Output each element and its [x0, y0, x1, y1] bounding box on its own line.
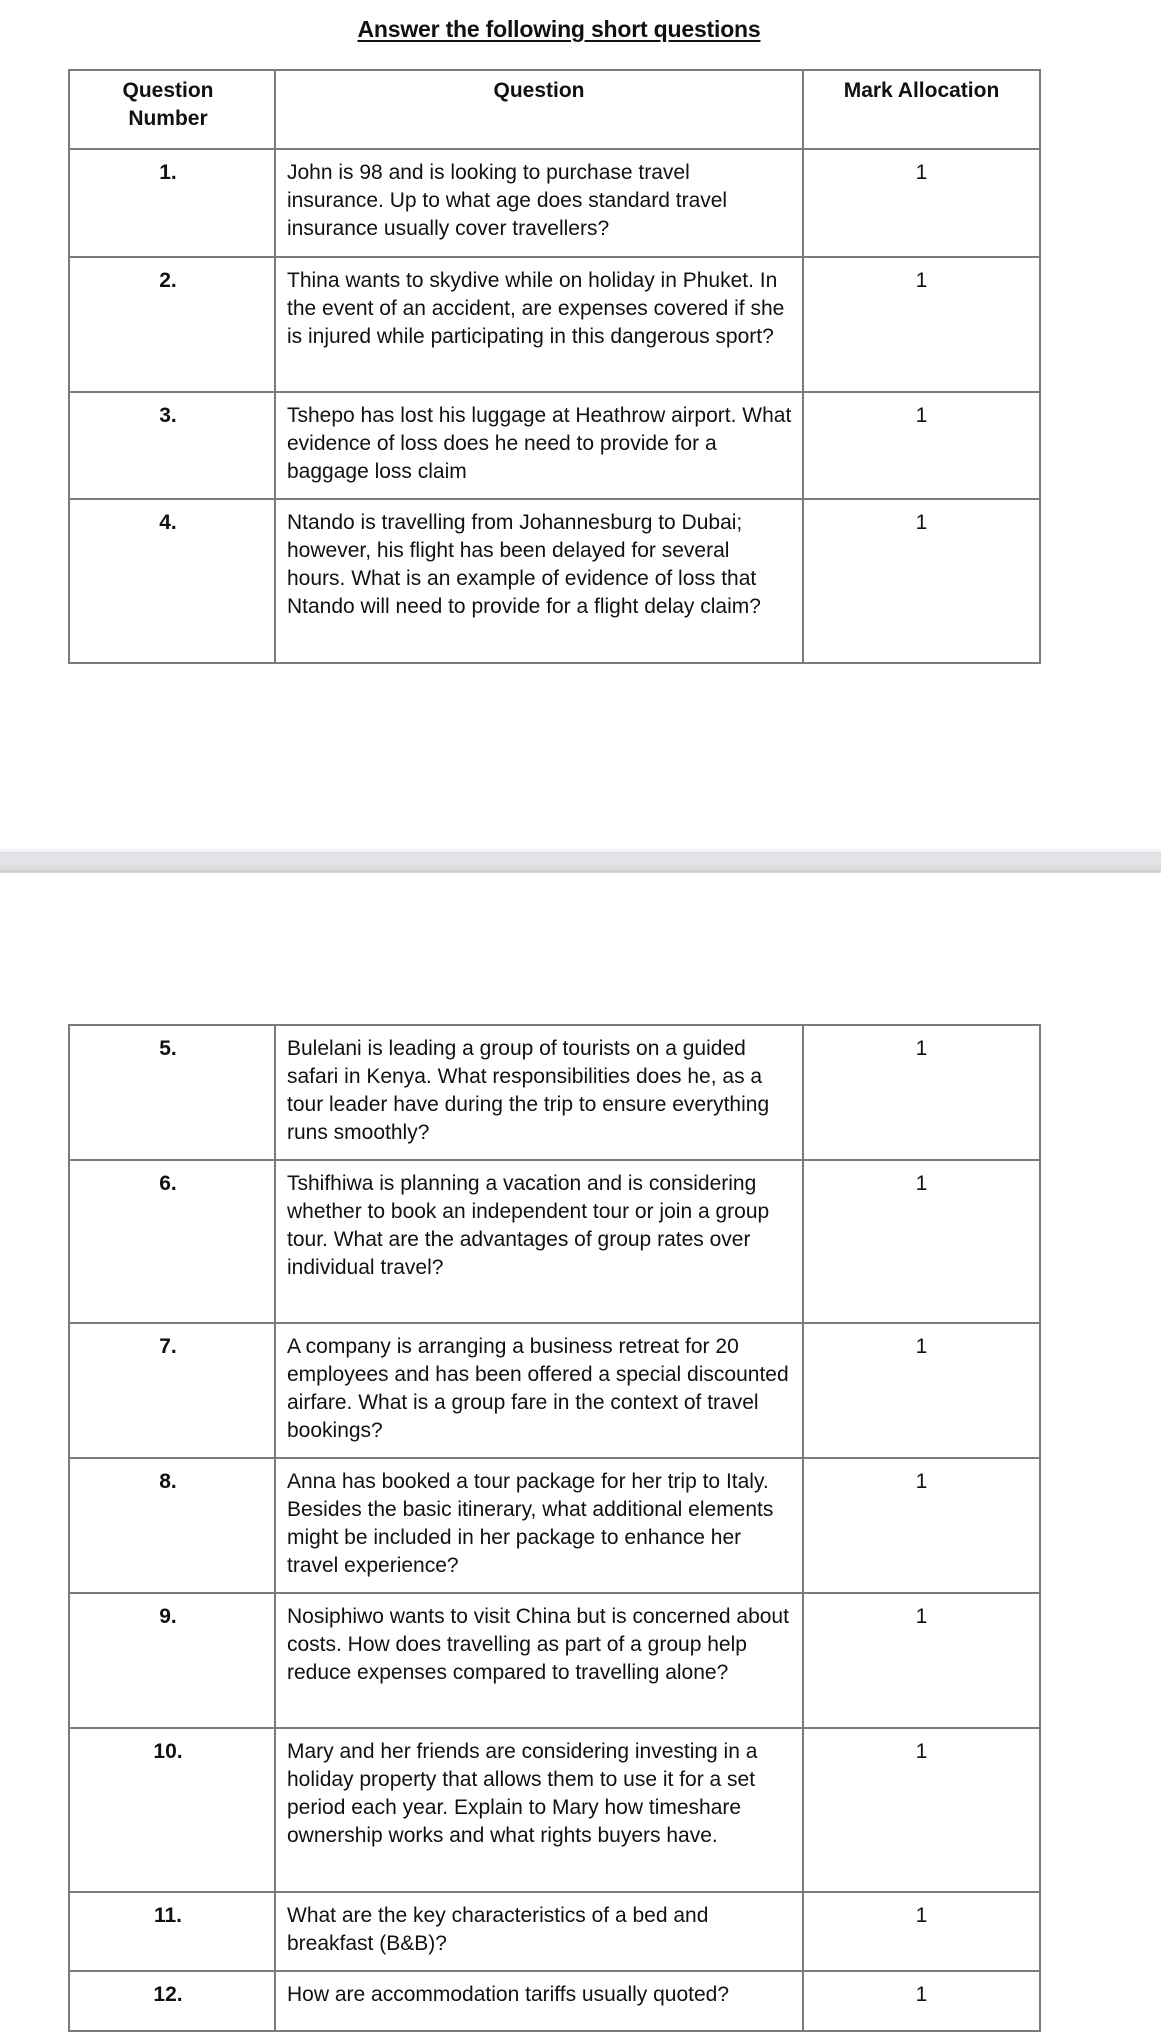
- question-number: 1.: [69, 149, 275, 257]
- question-text: Nosiphiwo wants to visit China but is concerned about costs. How does travelling as part of a group help reduce expenses compared to travelling alone?: [275, 1593, 803, 1728]
- question-number: 7.: [69, 1323, 275, 1458]
- question-text: Ntando is travelling from Johannesburg to Dubai; however, his flight has been delayed for several hours. What is an example of evidence of loss that Ntando will need to provide for a flight delay claim?: [275, 499, 803, 663]
- question-number: 12.: [69, 1971, 275, 2031]
- question-number: 6.: [69, 1160, 275, 1323]
- mark-allocation: 1: [803, 1593, 1040, 1728]
- mark-allocation: 1: [803, 257, 1040, 392]
- question-text: What are the key characteristics of a bed and breakfast (B&B)?: [275, 1892, 803, 1971]
- question-number: 3.: [69, 392, 275, 499]
- table-row: [69, 1458, 1040, 1593]
- mark-allocation: 1: [803, 1728, 1040, 1892]
- document-page-1: [0, 0, 1161, 849]
- mark-allocation: 1: [803, 149, 1040, 257]
- table-row: [69, 149, 1040, 257]
- question-text: Bulelani is leading a group of tourists on a guided safari in Kenya. What responsibilities does he, as a tour leader have during the trip to ensure everything runs smoothly?: [275, 1025, 803, 1160]
- questions-table-part-2: [68, 1024, 1041, 2032]
- question-number: 2.: [69, 257, 275, 392]
- question-number: 10.: [69, 1728, 275, 1892]
- mark-allocation: 1: [803, 1971, 1040, 2031]
- header-question-number: Question Number: [69, 70, 275, 149]
- mark-allocation: 1: [803, 392, 1040, 499]
- question-text: Anna has booked a tour package for her trip to Italy. Besides the basic itinerary, what additional elements might be included in her package to enhance her travel experience?: [275, 1458, 803, 1593]
- question-text: How are accommodation tariffs usually quoted?: [275, 1971, 803, 2031]
- question-text: Mary and her friends are considering investing in a holiday property that allows them to use it for a set period each year. Explain to Mary how timeshare ownership works and what rights buyers have.: [275, 1728, 803, 1892]
- table-row: [69, 1971, 1040, 2031]
- table-row: [69, 1160, 1040, 1323]
- table-header-row: [69, 70, 1040, 149]
- question-number: 5.: [69, 1025, 275, 1160]
- mark-allocation: 1: [803, 499, 1040, 663]
- table-row: [69, 392, 1040, 499]
- table-row: [69, 1323, 1040, 1458]
- mark-allocation: 1: [803, 1323, 1040, 1458]
- page-break-separator: [0, 849, 1161, 873]
- question-number: 4.: [69, 499, 275, 663]
- question-text: Tshifhiwa is planning a vacation and is considering whether to book an independent tour or join a group tour. What are the advantages of group rates over individual travel?: [275, 1160, 803, 1323]
- question-number: 11.: [69, 1892, 275, 1971]
- table-row: [69, 257, 1040, 392]
- question-text: A company is arranging a business retreat for 20 employees and has been offered a special discounted airfare. What is a group fare in the context of travel bookings?: [275, 1323, 803, 1458]
- questions-table-part-1: [68, 69, 1041, 664]
- mark-allocation: 1: [803, 1160, 1040, 1323]
- question-text: John is 98 and is looking to purchase travel insurance. Up to what age does standard travel insurance usually cover travellers?: [275, 149, 803, 257]
- question-text: Thina wants to skydive while on holiday in Phuket. In the event of an accident, are expenses covered if she is injured while participating in this dangerous sport?: [275, 257, 803, 392]
- mark-allocation: 1: [803, 1458, 1040, 1593]
- mark-allocation: 1: [803, 1025, 1040, 1160]
- header-question: Question: [275, 70, 803, 149]
- table-row: [69, 1728, 1040, 1892]
- question-number: 9.: [69, 1593, 275, 1728]
- header-mark-allocation: Mark Allocation: [803, 70, 1040, 149]
- page-title: Answer the following short questions: [357, 16, 761, 42]
- table-row: [69, 499, 1040, 663]
- table-row: [69, 1593, 1040, 1728]
- table-row: [69, 1892, 1040, 1971]
- mark-allocation: 1: [803, 1892, 1040, 1971]
- question-number: 8.: [69, 1458, 275, 1593]
- question-text: Tshepo has lost his luggage at Heathrow airport. What evidence of loss does he need to provide for a baggage loss claim: [275, 392, 803, 499]
- table-row: [69, 1025, 1040, 1160]
